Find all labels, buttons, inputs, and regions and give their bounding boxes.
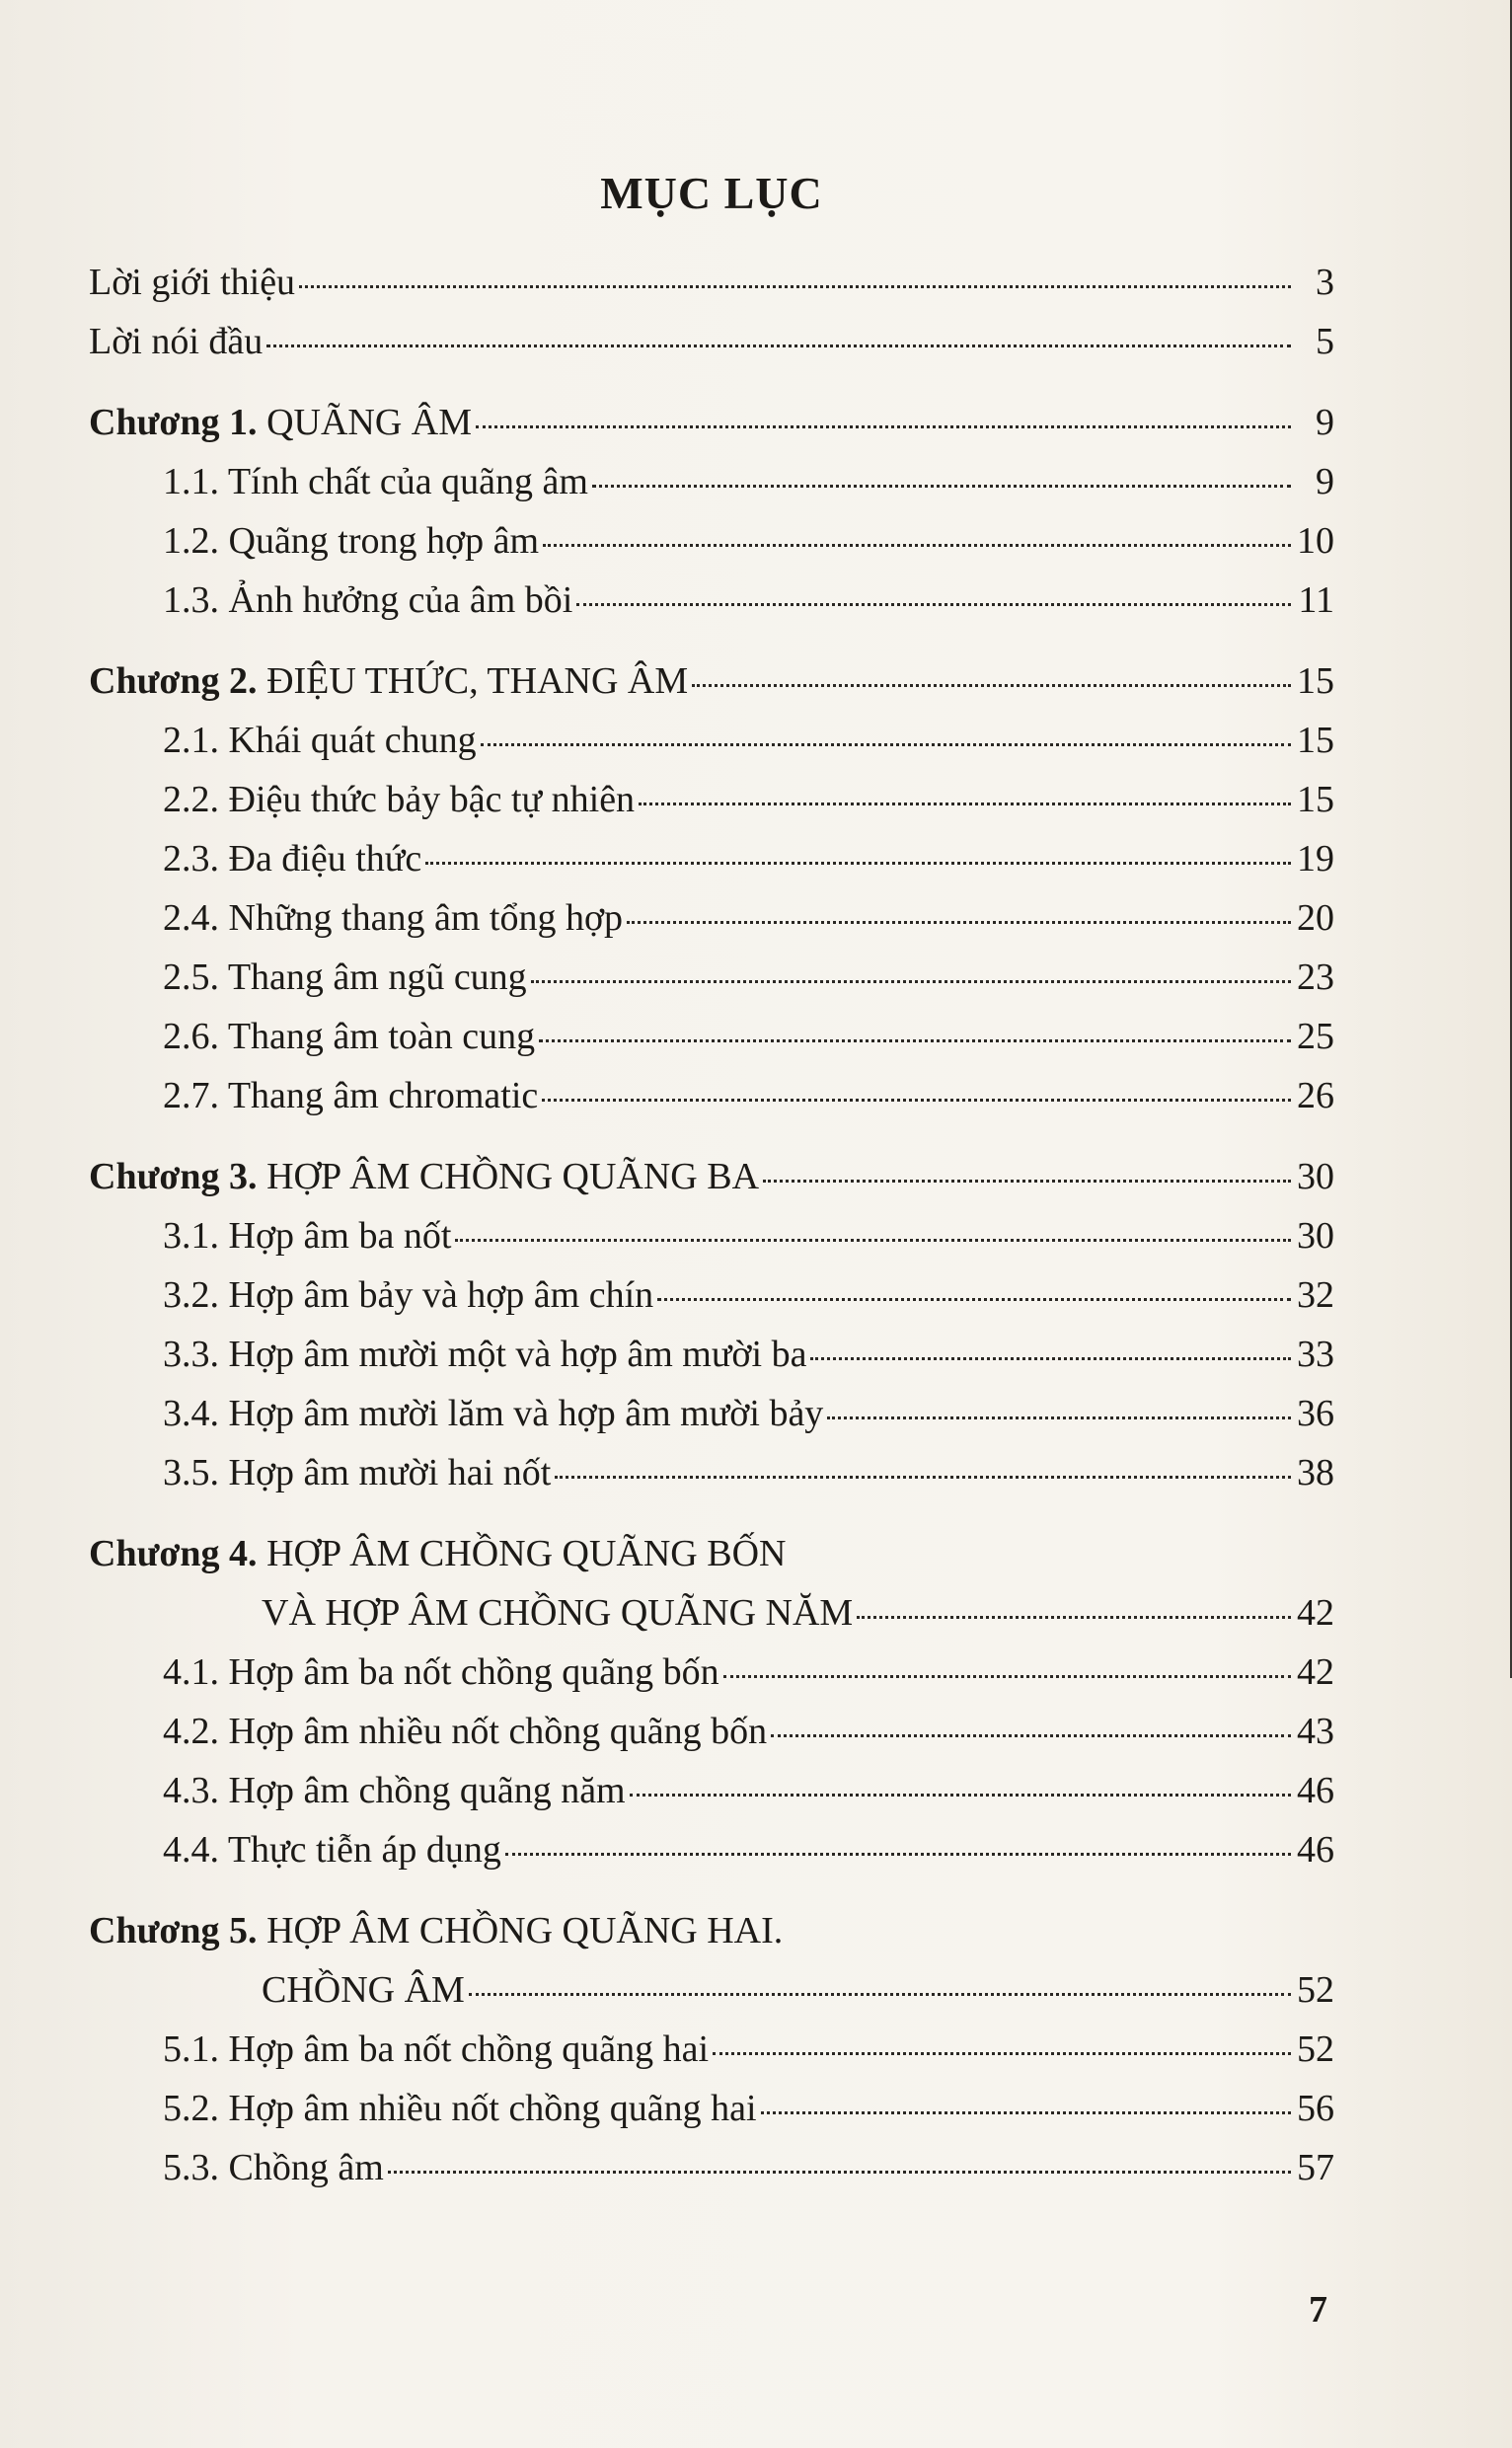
entry-page-number: 15 (1297, 660, 1334, 702)
entry-title: 1.1. Tính chất của quãng âm (163, 461, 588, 502)
entry-page-number: 38 (1297, 1452, 1334, 1493)
toc-entry (89, 1532, 1334, 1591)
entry-title: 2.2. Điệu thức bảy bậc tự nhiên (163, 779, 636, 820)
chapter-number: Chương 5. (89, 1910, 258, 1951)
entry-title: 3.2. Hợp âm bảy và hợp âm chín (163, 1274, 654, 1316)
entry-title: 2.3. Đa điệu thức (163, 838, 422, 880)
entry-page-number: 9 (1316, 461, 1334, 502)
entry-page-number: 42 (1297, 1592, 1334, 1634)
entry-title: 4.1. Hợp âm ba nốt chồng quãng bốn (163, 1651, 719, 1693)
table-of-contents (89, 166, 1334, 2205)
dot-leader (657, 1298, 1291, 1301)
toc-entry-label (89, 261, 295, 306)
toc-entry (89, 2146, 1334, 2205)
toc-entry (89, 1591, 1334, 1650)
toc-entry-label (89, 1532, 786, 1577)
dot-leader (505, 1853, 1291, 1856)
toc-entry (89, 2027, 1334, 2087)
toc-entry-label (262, 1968, 465, 2014)
entry-page-number: 36 (1297, 1393, 1334, 1434)
toc-entry (89, 519, 1334, 578)
entry-title: Lời nói đầu (89, 321, 264, 362)
toc-entry (89, 956, 1334, 1015)
entry-title: HỢP ÂM CHỒNG QUÃNG BỐN (257, 1533, 787, 1574)
dot-leader (481, 743, 1291, 746)
entry-page-number: 11 (1298, 579, 1334, 621)
toc-entry-label (163, 1650, 719, 1696)
entry-page-number: 32 (1297, 1274, 1334, 1316)
entry-page-number: 20 (1297, 897, 1334, 939)
toc-entry-label (163, 460, 588, 505)
entry-title: 3.4. Hợp âm mười lăm và hợp âm mười bảy (163, 1393, 824, 1434)
toc-entry (89, 1214, 1334, 1273)
toc-entry-label (163, 896, 623, 942)
toc-entry-label (89, 1155, 759, 1200)
toc-entry (89, 1015, 1334, 1074)
entry-page-number: 57 (1297, 2147, 1334, 2188)
toc-entry-label (163, 1214, 451, 1260)
dot-leader (266, 344, 1291, 347)
entry-title: 4.2. Hợp âm nhiều nốt chồng quãng bốn (163, 1711, 768, 1752)
toc-entry-label (89, 1909, 783, 1954)
toc-entry-label (163, 1015, 535, 1060)
entry-title: 4.3. Hợp âm chồng quãng năm (163, 1770, 626, 1811)
dot-leader (630, 1794, 1291, 1797)
dot-leader (713, 2052, 1291, 2055)
entry-page-number: 15 (1297, 720, 1334, 761)
entry-title: 1.2. Quãng trong hợp âm (163, 520, 540, 562)
entry-title: 3.1. Hợp âm ba nốt (163, 1215, 452, 1257)
dot-leader (810, 1357, 1291, 1360)
toc-entry-label (163, 2027, 709, 2073)
toc-entry (89, 261, 1334, 320)
entry-title: CHỒNG ÂM (262, 1969, 465, 2011)
entry-title: ĐIỆU THỨC, THANG ÂM (257, 660, 689, 702)
entry-page-number: 26 (1297, 1075, 1334, 1116)
toc-entry (89, 1155, 1334, 1214)
toc-entry-label (163, 1451, 551, 1496)
dot-leader (455, 1239, 1291, 1242)
entry-title: HỢP ÂM CHỒNG QUÃNG HAI. (257, 1910, 784, 1951)
toc-entry (89, 1650, 1334, 1710)
dot-leader (763, 1180, 1291, 1183)
entry-page-number: 9 (1316, 402, 1334, 443)
toc-entry (89, 896, 1334, 956)
toc-entry-label (262, 1591, 853, 1637)
entry-title: 1.3. Ảnh hưởng của âm bồi (163, 579, 573, 621)
toc-entry-label (163, 1828, 501, 1874)
toc-entry (89, 1333, 1334, 1392)
toc-entry (89, 719, 1334, 778)
page-number: 7 (1309, 2289, 1327, 2331)
toc-entry-label (163, 1273, 653, 1319)
toc-entry (89, 1769, 1334, 1828)
toc-entry-label (163, 1769, 626, 1814)
entry-page-number: 30 (1297, 1156, 1334, 1197)
toc-entry-label (163, 1710, 767, 1755)
toc-entry-label (163, 719, 477, 764)
entry-page-number: 33 (1297, 1334, 1334, 1375)
toc-entry-label (163, 837, 421, 882)
page-title: MỤC LỤC (600, 168, 823, 218)
dot-leader (425, 862, 1291, 865)
toc-entry-label (89, 659, 688, 705)
toc-entry (89, 2087, 1334, 2146)
dot-leader (627, 921, 1291, 924)
toc-entry-label (163, 1392, 823, 1437)
toc-entry-label (163, 1333, 806, 1378)
toc-entry-label (163, 578, 572, 624)
toc-entry-label (163, 2087, 757, 2132)
dot-leader (555, 1476, 1291, 1479)
toc-entry (89, 1074, 1334, 1133)
dot-leader (592, 485, 1291, 488)
toc-entry (89, 837, 1334, 896)
entry-title: 5.2. Hợp âm nhiều nốt chồng quãng hai (163, 2088, 757, 2129)
entry-title: 2.7. Thang âm chromatic (163, 1075, 539, 1116)
entry-title: 5.1. Hợp âm ba nốt chồng quãng hai (163, 2028, 710, 2070)
dot-leader (299, 285, 1291, 288)
toc-list (89, 261, 1334, 2205)
entry-page-number: 52 (1297, 1969, 1334, 2011)
entry-page-number: 25 (1297, 1016, 1334, 1057)
entry-title: 5.3. Chồng âm (163, 2147, 384, 2188)
chapter-number: Chương 4. (89, 1533, 258, 1574)
toc-entry-label (163, 1074, 538, 1119)
toc-entry (89, 1828, 1334, 1887)
toc-entry (89, 1392, 1334, 1451)
entry-title: 4.4. Thực tiễn áp dụng (163, 1829, 501, 1871)
entry-title: 2.6. Thang âm toàn cung (163, 1016, 536, 1057)
dot-leader (542, 1099, 1291, 1102)
entry-page-number: 43 (1297, 1711, 1334, 1752)
entry-title: 2.5. Thang âm ngũ cung (163, 956, 527, 998)
toc-entry-label (163, 956, 527, 1001)
dot-leader (388, 2171, 1291, 2174)
dot-leader (827, 1416, 1291, 1419)
toc-entry (89, 1909, 1334, 1968)
entry-page-number: 56 (1297, 2088, 1334, 2129)
toc-entry (89, 1273, 1334, 1333)
dot-leader (469, 1993, 1291, 1996)
toc-entry (89, 1968, 1334, 2027)
dot-leader (539, 1039, 1291, 1042)
dot-leader (639, 803, 1291, 805)
entry-page-number: 5 (1316, 321, 1334, 362)
toc-entry-label (163, 2146, 384, 2191)
toc-entry (89, 659, 1334, 719)
toc-entry (89, 578, 1334, 638)
toc-entry-label (163, 519, 539, 565)
entry-page-number: 3 (1316, 262, 1334, 303)
toc-entry-label (89, 320, 263, 365)
entry-page-number: 15 (1297, 779, 1334, 820)
entry-page-number: 42 (1297, 1651, 1334, 1693)
entry-page-number: 19 (1297, 838, 1334, 880)
entry-page-number: 52 (1297, 2028, 1334, 2070)
entry-title: QUÃNG ÂM (257, 402, 473, 443)
entry-title: 3.3. Hợp âm mười một và hợp âm mười ba (163, 1334, 807, 1375)
dot-leader (543, 544, 1291, 547)
entry-title: 2.4. Những thang âm tổng hợp (163, 897, 624, 939)
dot-leader (761, 2111, 1291, 2114)
dot-leader (576, 603, 1291, 606)
dot-leader (531, 980, 1291, 983)
entry-page-number: 30 (1297, 1215, 1334, 1257)
dot-leader (771, 1734, 1291, 1737)
toc-entry (89, 1451, 1334, 1510)
toc-entry (89, 1710, 1334, 1769)
chapter-number: Chương 2. (89, 660, 258, 702)
toc-entry-label (163, 778, 635, 823)
toc-entry (89, 778, 1334, 837)
dot-leader (723, 1675, 1291, 1678)
entry-page-number: 10 (1297, 520, 1334, 562)
toc-entry (89, 401, 1334, 460)
entry-page-number: 46 (1297, 1829, 1334, 1871)
entry-title: VÀ HỢP ÂM CHỒNG QUÃNG NĂM (262, 1592, 854, 1634)
entry-page-number: 46 (1297, 1770, 1334, 1811)
toc-entry (89, 320, 1334, 379)
entry-page-number: 23 (1297, 956, 1334, 998)
dot-leader (476, 425, 1291, 428)
toc-entry-label (89, 401, 472, 446)
entry-title: HỢP ÂM CHỒNG QUÃNG BA (257, 1156, 760, 1197)
chapter-number: Chương 1. (89, 402, 258, 443)
toc-entry (89, 460, 1334, 519)
entry-title: 2.1. Khái quát chung (163, 720, 477, 761)
entry-title: 3.5. Hợp âm mười hai nốt (163, 1452, 552, 1493)
dot-leader (857, 1616, 1291, 1619)
dot-leader (692, 684, 1291, 687)
entry-title: Lời giới thiệu (89, 262, 296, 303)
chapter-number: Chương 3. (89, 1156, 258, 1197)
